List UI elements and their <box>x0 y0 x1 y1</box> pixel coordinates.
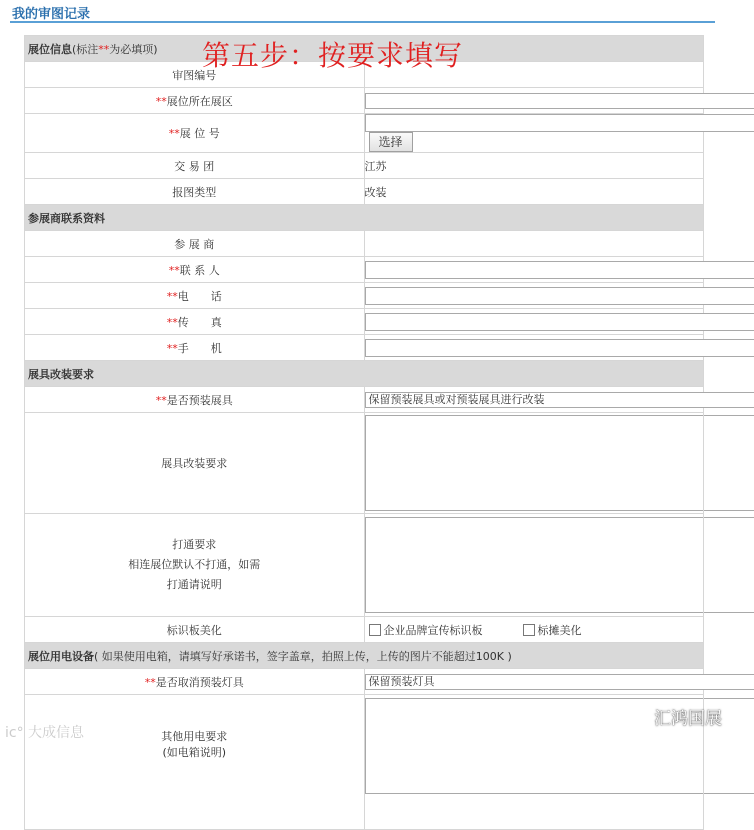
section-contact <box>25 205 704 231</box>
prefab-label: 是否预装展具 <box>167 394 233 407</box>
required-mark: ** <box>169 127 180 140</box>
other-power-label-cell <box>25 695 365 830</box>
connect-textarea[interactable] <box>365 517 754 613</box>
connect-label-cell <box>25 514 365 617</box>
brand-sign-label: 企业品牌宣传标识板 <box>384 624 483 637</box>
booth-no-label: 展 位 号 <box>180 127 220 140</box>
contact-person-label: 联 系 人 <box>180 264 220 277</box>
phone-cell <box>364 283 704 309</box>
brand-sign-checkbox[interactable] <box>369 624 381 636</box>
row-exhibitor <box>25 231 704 257</box>
page-title: 我的审图记录 <box>12 3 90 22</box>
watermark-right <box>628 704 722 729</box>
fax-cell <box>364 309 704 335</box>
report-type-label: 报图类型 <box>25 179 365 205</box>
booth-no-input[interactable] <box>365 114 754 132</box>
booth-beautify-label: 标摊美化 <box>538 624 582 637</box>
sign-label: 标识板美化 <box>25 617 365 643</box>
hall-label-cell <box>25 88 365 114</box>
row-mobile <box>25 335 704 361</box>
prefab-select-value: 保留预装展具或对预装展具进行改装 <box>369 393 545 406</box>
other-power-label-line-1: 其他用电要求 <box>25 729 364 745</box>
watermark-right-text: 汇鸿国展 <box>654 709 722 729</box>
section-modify <box>25 361 704 387</box>
prefab-select[interactable] <box>365 392 754 408</box>
cancel-lights-cell <box>364 669 704 695</box>
wechat-icon <box>628 711 650 727</box>
fax-label-cell <box>25 309 365 335</box>
step-annotation: 第五步：按要求填写 <box>202 34 463 74</box>
sign-cell <box>364 617 704 643</box>
required-mark: ** <box>98 43 109 56</box>
row-sign <box>25 617 704 643</box>
contact-person-label-cell <box>25 257 365 283</box>
row-fax <box>25 309 704 335</box>
booth-no-label-cell <box>25 114 365 153</box>
section-power-note: ( 如果使用电箱，请填写好承诺书，签字盖章，拍照上传，上传的图片不能超过100K ) <box>94 650 512 663</box>
section-contact-header: 参展商联系资料 <box>25 205 704 231</box>
cancel-lights-label: 是否取消预装灯具 <box>156 676 244 689</box>
row-connect <box>25 514 704 617</box>
row-modify-requirements <box>25 413 704 514</box>
required-mark: ** <box>167 290 178 303</box>
exhibitor-label: 参 展 商 <box>25 231 365 257</box>
section-title: 展位信息 <box>28 43 72 56</box>
select-booth-button[interactable]: 选择 <box>369 132 413 152</box>
connect-label-line-1: 打通要求 <box>25 535 364 555</box>
phone-label: 电 话 <box>178 290 222 303</box>
hall-select[interactable] <box>365 93 754 109</box>
mobile-input[interactable] <box>365 339 754 357</box>
cancel-lights-select-value: 保留预装灯具 <box>369 675 435 688</box>
required-mark: ** <box>156 95 167 108</box>
required-mark: ** <box>167 342 178 355</box>
modify-requirements-textarea[interactable] <box>365 415 754 511</box>
hall-label: 展位所在展区 <box>167 95 233 108</box>
mobile-label-cell <box>25 335 365 361</box>
exhibitor-value <box>364 231 704 257</box>
trade-group-value: 江苏 <box>364 153 704 179</box>
connect-cell <box>364 514 704 617</box>
required-mark: ** <box>169 264 180 277</box>
phone-input[interactable] <box>365 287 754 305</box>
required-mark: ** <box>167 316 178 329</box>
row-prefab <box>25 387 704 413</box>
report-type-value: 改装 <box>364 179 704 205</box>
watermark-left: ic° 大成信息 <box>5 722 84 742</box>
required-mark: ** <box>156 394 167 407</box>
cancel-lights-label-cell <box>25 669 365 695</box>
connect-label-line-3: 打通请说明 <box>25 575 364 595</box>
row-report-type <box>25 179 704 205</box>
mobile-cell <box>364 335 704 361</box>
review-no-label: 审图编号 <box>25 62 365 88</box>
hall-cell <box>364 88 704 114</box>
required-mark: ** <box>145 676 156 689</box>
contact-person-input[interactable] <box>365 261 754 279</box>
modify-requirements-label: 展具改装要求 <box>25 413 365 514</box>
section-power-title: 展位用电设备 <box>28 650 94 663</box>
title-divider <box>10 21 715 23</box>
section-power <box>25 643 704 669</box>
booth-no-cell <box>364 114 704 153</box>
phone-label-cell <box>25 283 365 309</box>
other-power-label-line-2: (如电箱说明) <box>25 745 364 761</box>
row-cancel-lights <box>25 669 704 695</box>
review-form <box>24 35 704 830</box>
booth-beautify-checkbox[interactable] <box>523 624 535 636</box>
row-trade-group <box>25 153 704 179</box>
cancel-lights-select[interactable] <box>365 674 754 690</box>
mobile-label: 手 机 <box>178 342 222 355</box>
connect-label-line-2: 相连展位默认不打通，如需 <box>25 555 364 575</box>
section-modify-header: 展具改装要求 <box>25 361 704 387</box>
booth-beautify-option[interactable] <box>523 622 582 638</box>
fax-label: 传 真 <box>178 316 222 329</box>
section-note-open: (标注 <box>72 43 98 56</box>
prefab-cell <box>364 387 704 413</box>
row-phone <box>25 283 704 309</box>
row-other-power <box>25 695 704 830</box>
row-contact-person <box>25 257 704 283</box>
section-note-close: 为必填项) <box>109 43 157 56</box>
trade-group-label: 交 易 团 <box>25 153 365 179</box>
row-booth-no <box>25 114 704 153</box>
modify-requirements-cell <box>364 413 704 514</box>
fax-input[interactable] <box>365 313 754 331</box>
section-power-header <box>25 643 704 669</box>
row-hall <box>25 88 704 114</box>
brand-sign-option[interactable] <box>369 622 483 638</box>
prefab-label-cell <box>25 387 365 413</box>
contact-person-cell <box>364 257 704 283</box>
